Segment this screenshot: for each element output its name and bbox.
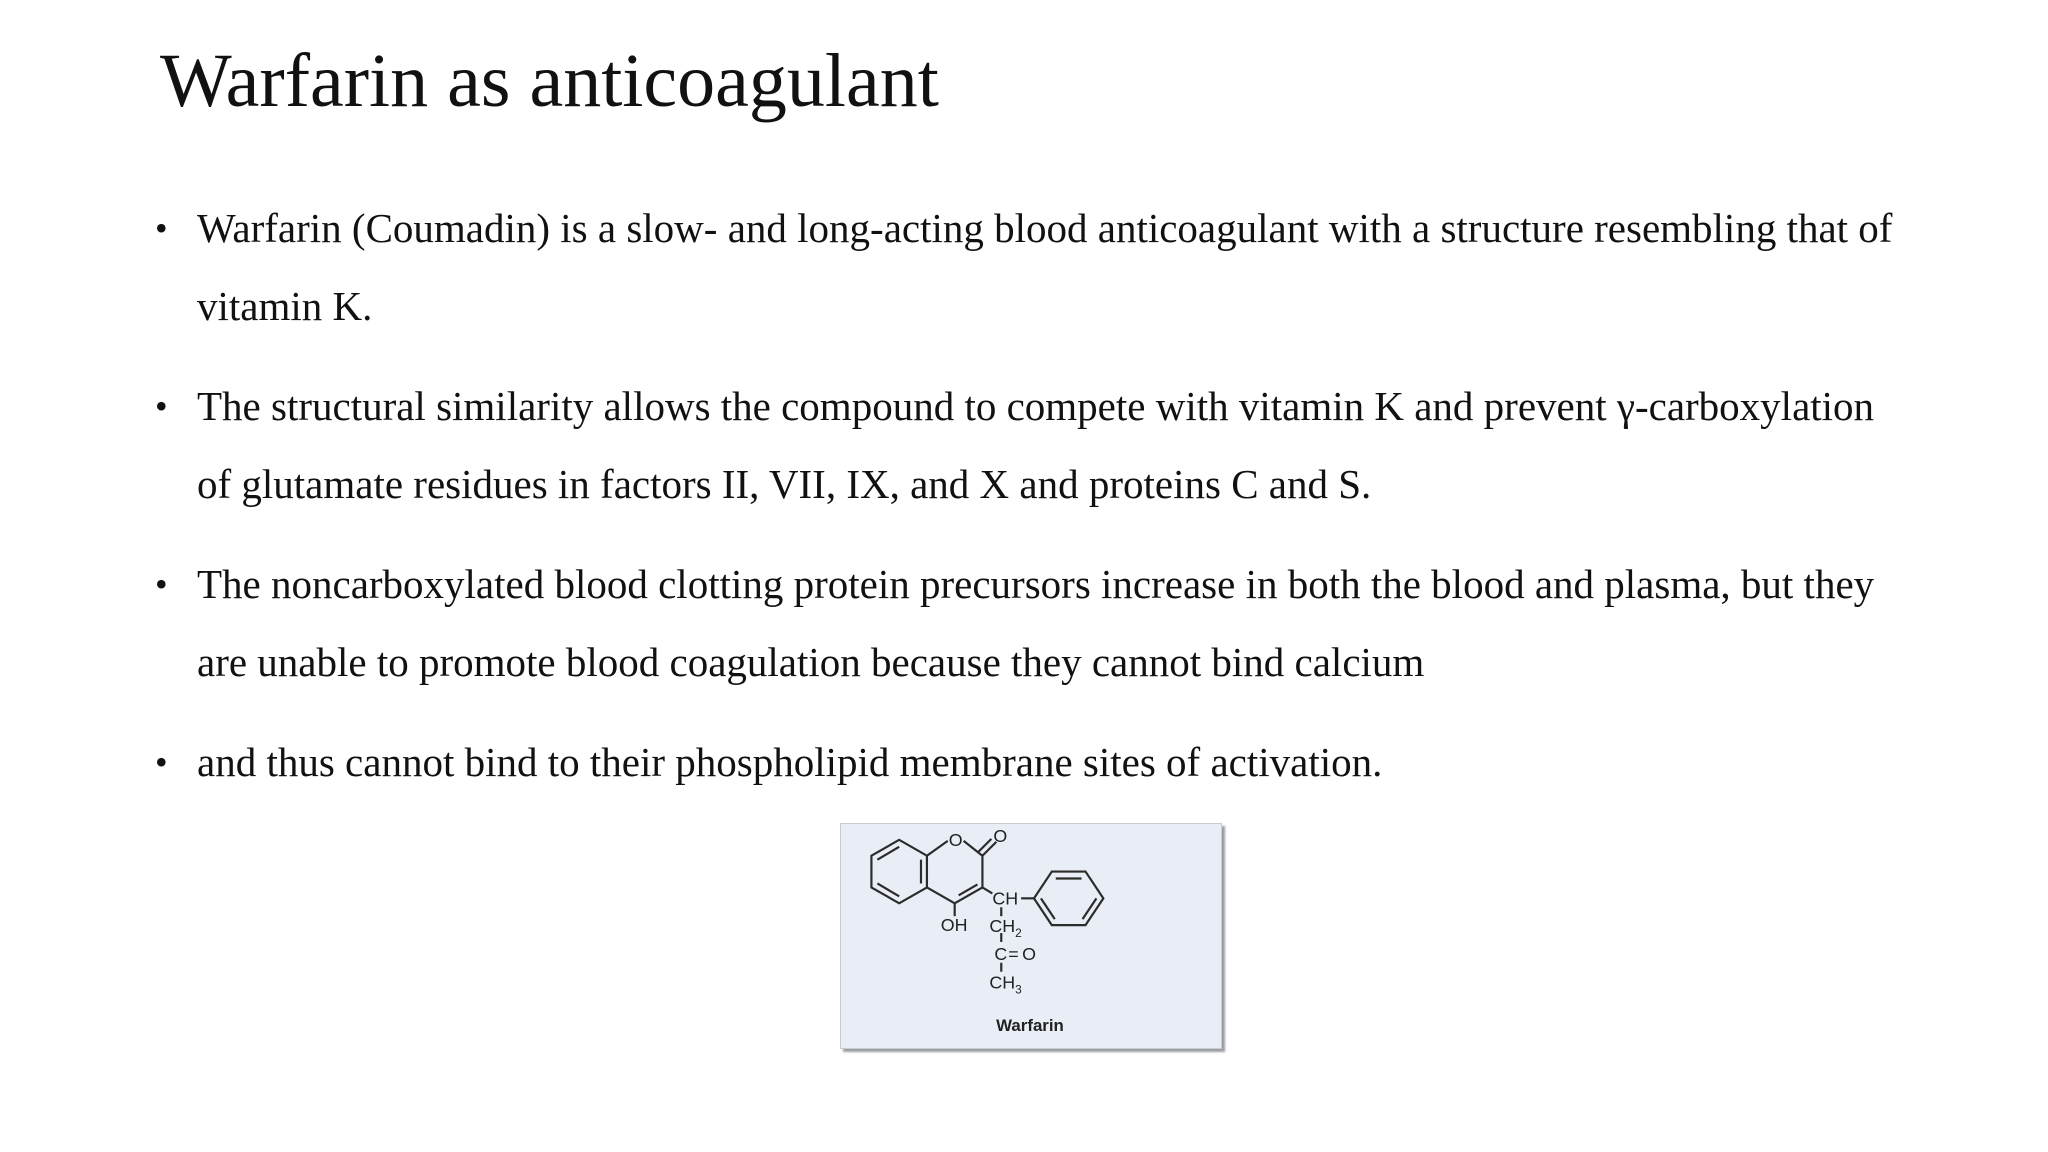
ch2-label: $CH_2$ — [989, 916, 1022, 940]
bond — [927, 887, 955, 903]
bullet-item — [155, 723, 1915, 801]
ch3-label: $CH_3$ — [989, 972, 1022, 997]
phenyl-double-bond — [1083, 898, 1097, 919]
keto-oxygen-label: O — [1022, 943, 1036, 964]
figure-caption: Warfarin — [996, 1016, 1064, 1036]
bullet-icon: • — [155, 386, 168, 426]
bond — [927, 841, 948, 856]
bullet-list — [155, 189, 1915, 823]
ch-label: CH — [992, 888, 1019, 909]
bullet-item — [155, 367, 1915, 523]
bullet-text: The structural similarity allows the compound to compete with vitamin K and prevent γ-carboxylation of glutamate residues in factors II, VII, IX, and X and proteins C and S. — [197, 383, 1875, 507]
phenyl-double-bond — [1041, 898, 1055, 919]
ring-double-bond — [959, 884, 978, 895]
bullet-text: Warfarin (Coumadin) is a slow- and long-acting blood anticoagulant with a structure resembling that of vitamin K. — [197, 205, 1893, 329]
side-chain-bond — [982, 887, 992, 893]
hydroxyl-label: OH — [940, 915, 968, 936]
ring-oxygen-label: O — [948, 829, 963, 850]
bond — [964, 841, 983, 856]
carbonyl-oxygen-label: O — [993, 825, 1008, 846]
benzo-double-bond — [877, 847, 899, 860]
benzo-ring — [871, 840, 927, 903]
molecule-bonds — [871, 839, 1103, 972]
bullet-text: The noncarboxylated blood clotting protein precursors increase in both the blood and plasma, but they are unable to promote blood coagulation because they cannot bind calcium — [197, 561, 1875, 685]
warfarin-structure-figure — [840, 823, 1222, 1049]
benzo-double-bond — [877, 883, 899, 896]
keto-carbon-label: C — [994, 943, 1008, 964]
slide-title: Warfarin as anticoagulant — [160, 39, 939, 123]
warfarin-structure-diagram — [841, 824, 1221, 1048]
keto-double-bond-label: = — [1008, 943, 1019, 964]
bullet-icon: • — [155, 208, 168, 248]
bullet-icon: • — [155, 742, 168, 782]
carbonyl-bond — [977, 839, 991, 853]
bullet-item — [155, 189, 1915, 345]
bullet-item — [155, 545, 1915, 701]
bullet-icon: • — [155, 564, 168, 604]
bullet-text: and thus cannot bind to their phospholipid membrane sites of activation. — [197, 739, 1383, 785]
